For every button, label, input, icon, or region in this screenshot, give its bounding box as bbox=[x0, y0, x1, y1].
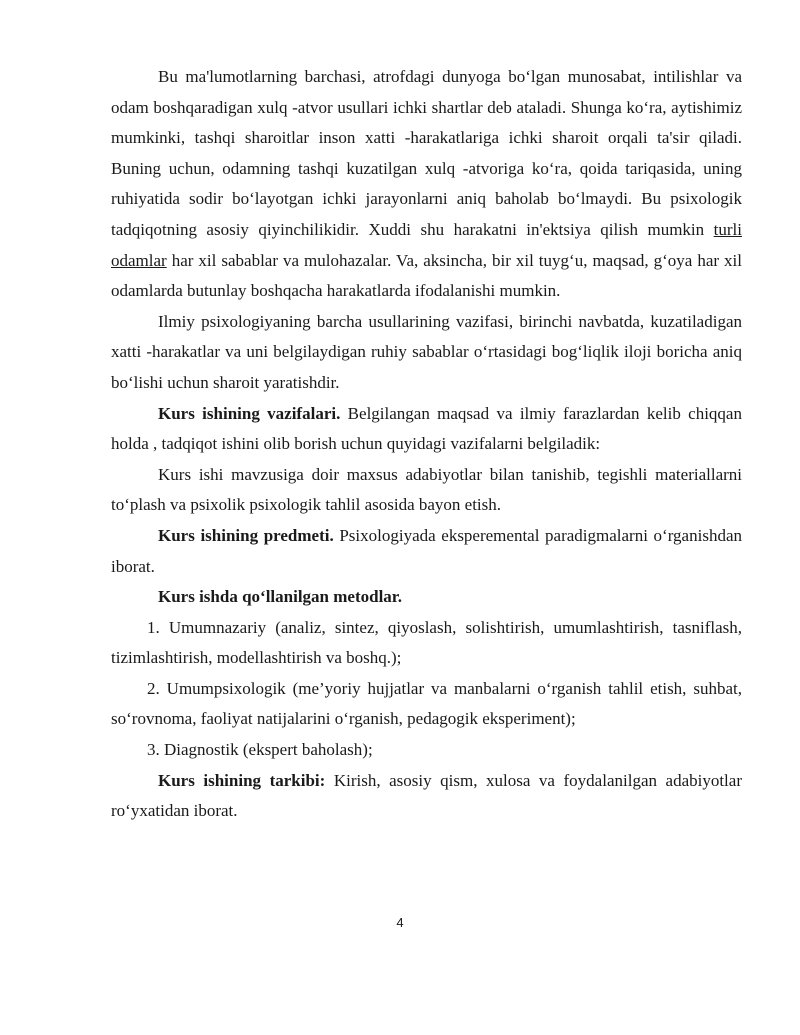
paragraph-text-end: har xil sabablar va mulohazalar. Va, aksincha, bir xil tuyg‘u, maqsad, g‘oya har xil odamlarda butunlay boshqacha harakatlarda ifodalanishi mumkin. bbox=[111, 250, 742, 301]
document-page bbox=[111, 62, 742, 827]
page-number: 4 bbox=[396, 915, 404, 930]
paragraph-internal-conditions bbox=[111, 62, 742, 307]
tasks-text: Belgilangan maqsad va ilmiy farazlardan kelib chiqqan holda , tadqiqot ishini olib borish uchun quyidagi vazifalarni belgiladik: bbox=[111, 403, 742, 454]
subject-text: Psixologiyada eksperemental paradigmalarni o‘rganishdan iborat. bbox=[111, 525, 742, 576]
tasks-heading: Kurs ishining vazifalari. bbox=[158, 403, 341, 423]
structure-text: Kirish, asosiy qism, xulosa va foydalanilgan adabiyotlar ro‘yxatidan iborat. bbox=[111, 770, 742, 821]
underlined-phrase: turli odamlar bbox=[111, 219, 742, 270]
structure-heading: Kurs ishining tarkibi: bbox=[158, 770, 326, 790]
paragraph-task-detail: Kurs ishi mavzusiga doir maxsus adabiyotlar bilan tanishib, tegishli materiallarni to‘plash va psixolik psixologik tahlil asosida bayon etish. bbox=[111, 464, 742, 515]
paragraph-text-start: Bu ma'lumotlarning barchasi, atrofdagi dunyoga bo‘lgan munosabat, intilishlar va odam boshqaradigan xulq -atvor usullari ichki shartlar deb ataladi. Shunga ko‘ra, aytishimiz mumkinki, tashqi sharoitlar inson xatti -harakatlariga ichki sharoit orqali ta'sir qiladi. Buning uchun, odamning tashqi kuzatilgan xulq -atvoriga ko‘ra, qoida tariqasida, uning ruhiyatida sodir bo‘layotgan ichki jarayonlarni aniq baholab bo‘lmaydi. Bu psixologik tadqiqotning asosiy qiyinchilikidir. Xuddi shu harakatni in'ektsiya qilish mumkin bbox=[111, 67, 742, 239]
methods-list-item-2: 2. Umumpsixologik (me’yoriy hujjatlar va manbalarni o‘rganish tahlil etish, suhbat, so‘rovnoma, faoliyat natijalarini o‘rganish, pedagogik eksperiment); bbox=[111, 678, 742, 729]
paragraph-structure bbox=[111, 766, 742, 827]
methods-heading: Kurs ishda qo‘llanilgan metodlar. bbox=[158, 587, 403, 607]
subject-heading: Kurs ishining predmeti. bbox=[158, 525, 334, 545]
methods-list-item-1: 1. Umumnazariy (analiz, sintez, qiyoslash, solishtirish, umumlashtirish, tasniflash, tizimlashtirish, modellashtirish va boshq.); bbox=[111, 617, 742, 668]
paragraph-tasks bbox=[111, 399, 742, 460]
paragraph-subject bbox=[111, 521, 742, 582]
methods-list-item-3: 3. Diagnostik (ekspert baholash); bbox=[147, 740, 373, 760]
paragraph-scientific-methods: Ilmiy psixologiyaning barcha usullarining vazifasi, birinchi navbatda, kuzatiladigan xatti -harakatlar va uni belgilaydigan ruhiy sabablar o‘rtasidagi bog‘liqlik iloji boricha aniq bo‘lishi uchun sharoit yaratishdir. bbox=[111, 311, 742, 392]
